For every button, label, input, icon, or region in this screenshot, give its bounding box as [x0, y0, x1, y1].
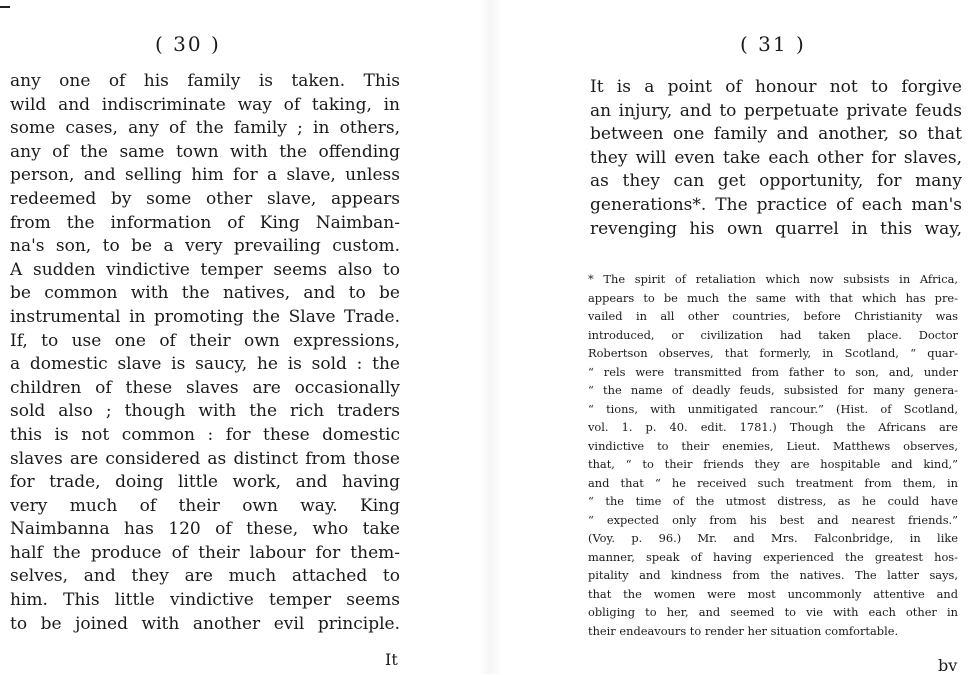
text-line: obliging to her, and seemed to vie with each other in: [588, 605, 958, 619]
text-line: introduced, or civilization had taken place. Doctor: [588, 327, 958, 342]
text-line: very much of their own way. King: [10, 495, 400, 516]
text-line: vol. 1. p. 40. edit. 1781.) Though the Africans are: [588, 420, 958, 434]
text-line: na's son, to be a very prevailing custom.: [10, 236, 400, 257]
text-line: this is not common : for these domestic: [10, 424, 400, 445]
text-line: “ the name of deadly feuds, subsisted for many genera-: [588, 383, 958, 397]
text-line: to be joined with another evil principle.: [10, 613, 400, 634]
text-line: manner, speak of having experienced the greatest hos-: [588, 549, 958, 564]
text-line: they will even take each other for slaves,: [590, 147, 962, 168]
body-text: [590, 76, 962, 241]
text-line: selves, and they are much attached to: [10, 566, 400, 587]
text-line: their endeavours to render her situation comfortable.: [588, 623, 899, 638]
text-line: half the produce of their labour for them-: [10, 542, 400, 563]
text-line: children of these slaves are occasionally: [10, 377, 400, 398]
text-line: instrumental in promoting the Slave Trade.: [10, 306, 400, 327]
text-line: Robertson observes, that formerly, in Scotland, “ quar-: [588, 346, 958, 360]
text-line: It is a point of honour not to forgive: [590, 77, 962, 97]
text-line: person, and selling him for a slave, unless: [10, 165, 400, 186]
text-line: appears to be much the same with that which has pre-: [588, 290, 958, 305]
text-line: “ tions, with unmitigated rancour.” (Hist. of Scotland,: [588, 401, 958, 416]
text-line: vailed in all other countries, before Christianity was: [588, 309, 958, 323]
right-page: [490, 0, 980, 674]
text-line: an injury, and to perpetuate private feuds: [590, 100, 962, 121]
text-line: that the women were most uncommonly attentive and: [588, 586, 958, 601]
catchword: It: [385, 650, 398, 669]
text-line: as they can get opportunity, for many: [590, 171, 962, 192]
text-line: from the information of King Naimban-: [10, 212, 400, 233]
text-line: any one of his family is taken. This: [10, 71, 400, 91]
page-number: ( 31 ): [740, 32, 806, 56]
text-line: wild and indiscriminate way of taking, in: [10, 94, 400, 115]
body-text: [10, 70, 400, 636]
text-line: that, “ to their friends they are hospitable and kind,”: [588, 457, 958, 471]
text-line: him. This little vindictive temper seems: [10, 590, 400, 611]
text-line: pitality and kindness from the natives. The latter says,: [588, 568, 958, 582]
text-line: * The spirit of retaliation which now subsists in Africa,: [588, 272, 958, 286]
text-line: and that “ he received such treatment from them, in: [588, 475, 958, 490]
text-line: be common with the natives, and to be: [10, 283, 400, 304]
text-line: generations*. The practice of each man's: [590, 194, 962, 215]
text-line: some cases, any of the family ; in others,: [10, 118, 400, 139]
text-line: Naimbanna has 120 of these, who take: [10, 519, 400, 540]
text-line: (Voy. p. 96.) Mr. and Mrs. Falconbridge, in like: [588, 531, 958, 545]
text-line: vindictive to their enemies, Lieut. Matthews observes,: [588, 438, 958, 453]
text-line: any of the same town with the offending: [10, 141, 400, 162]
text-line: redeemed by some other slave, appears: [10, 188, 400, 209]
text-line: If, to use one of their own expressions,: [10, 330, 400, 351]
text-line: a domestic slave is saucy, he is sold : the: [10, 354, 400, 375]
left-page: [0, 0, 490, 674]
catchword: bv: [938, 656, 958, 675]
text-line: slaves are considered as distinct from those: [10, 448, 400, 469]
text-line: “ rels were transmitted from father to son, and, under: [588, 364, 958, 379]
text-line: revenging his own quarrel in this way,: [590, 218, 962, 239]
text-line: between one family and another, so that: [590, 124, 962, 145]
text-line: “ the time of the utmost distress, as he could have: [588, 494, 958, 508]
page-number: ( 30 ): [155, 32, 221, 56]
text-line: for trade, doing little work, and having: [10, 472, 400, 493]
text-line: A sudden vindictive temper seems also to: [10, 259, 400, 280]
footnote: [588, 270, 958, 640]
text-line: sold also ; though with the rich traders: [10, 401, 400, 422]
text-line: “ expected only from his best and nearest friends.”: [588, 512, 958, 527]
